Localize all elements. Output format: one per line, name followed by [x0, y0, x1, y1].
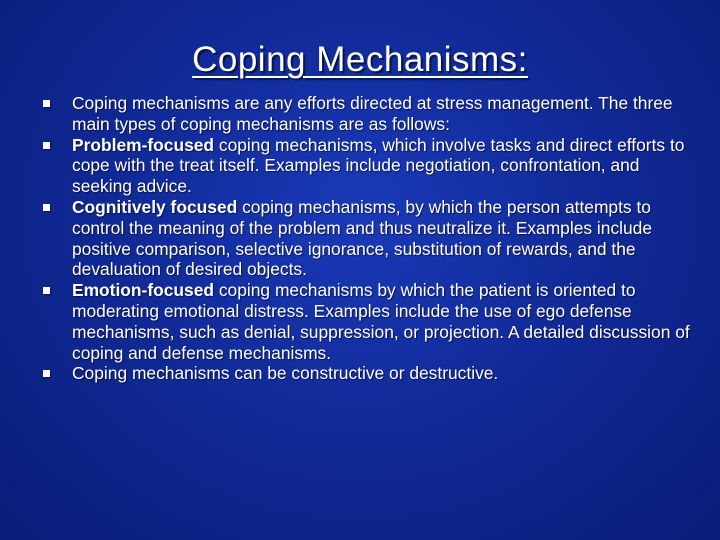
- bullet-text: Coping mechanisms can be constructive or destructive.: [72, 363, 499, 384]
- square-bullet-icon: [43, 287, 50, 294]
- bullet-text: coping mechanisms, by which the person attempts to control the meaning of the problem and thus neutralize it. Examples include positive comparison, selective ignorance, substitution of rewards, and the devaluation of desired objects.: [72, 196, 653, 280]
- bullet-item: [40, 280, 700, 363]
- square-bullet-icon: [43, 100, 50, 107]
- bullet-text: Coping mechanisms are any efforts directed at stress management. The three main types of coping mechanisms are as follows:: [72, 93, 673, 134]
- bullet-text: coping mechanisms by which the patient is oriented to moderating emotional distress. Examples include the use of ego defense mechanisms, such as denial, suppression, or projection. A detailed discussion of coping and defense mechanisms.: [72, 280, 690, 363]
- square-bullet-icon: [43, 204, 50, 211]
- square-bullet-icon: [43, 370, 50, 377]
- slide-title: Coping Mechanisms:: [192, 40, 528, 79]
- bullet-item: [40, 93, 700, 135]
- bullet-item: [40, 363, 700, 384]
- bullet-bold-term: Problem-focused: [72, 134, 215, 155]
- bullet-list: [40, 93, 700, 384]
- bullet-item: [40, 135, 700, 197]
- bullet-text: coping mechanisms, which involve tasks and direct efforts to cope with the treat itself. Examples include negotiation, confrontation, and seeking advice.: [72, 134, 685, 197]
- bullet-item: [40, 197, 700, 280]
- bullet-bold-term: Cognitively focused: [72, 196, 238, 217]
- square-bullet-icon: [43, 142, 50, 149]
- bullet-bold-term: Emotion-focused: [72, 280, 215, 301]
